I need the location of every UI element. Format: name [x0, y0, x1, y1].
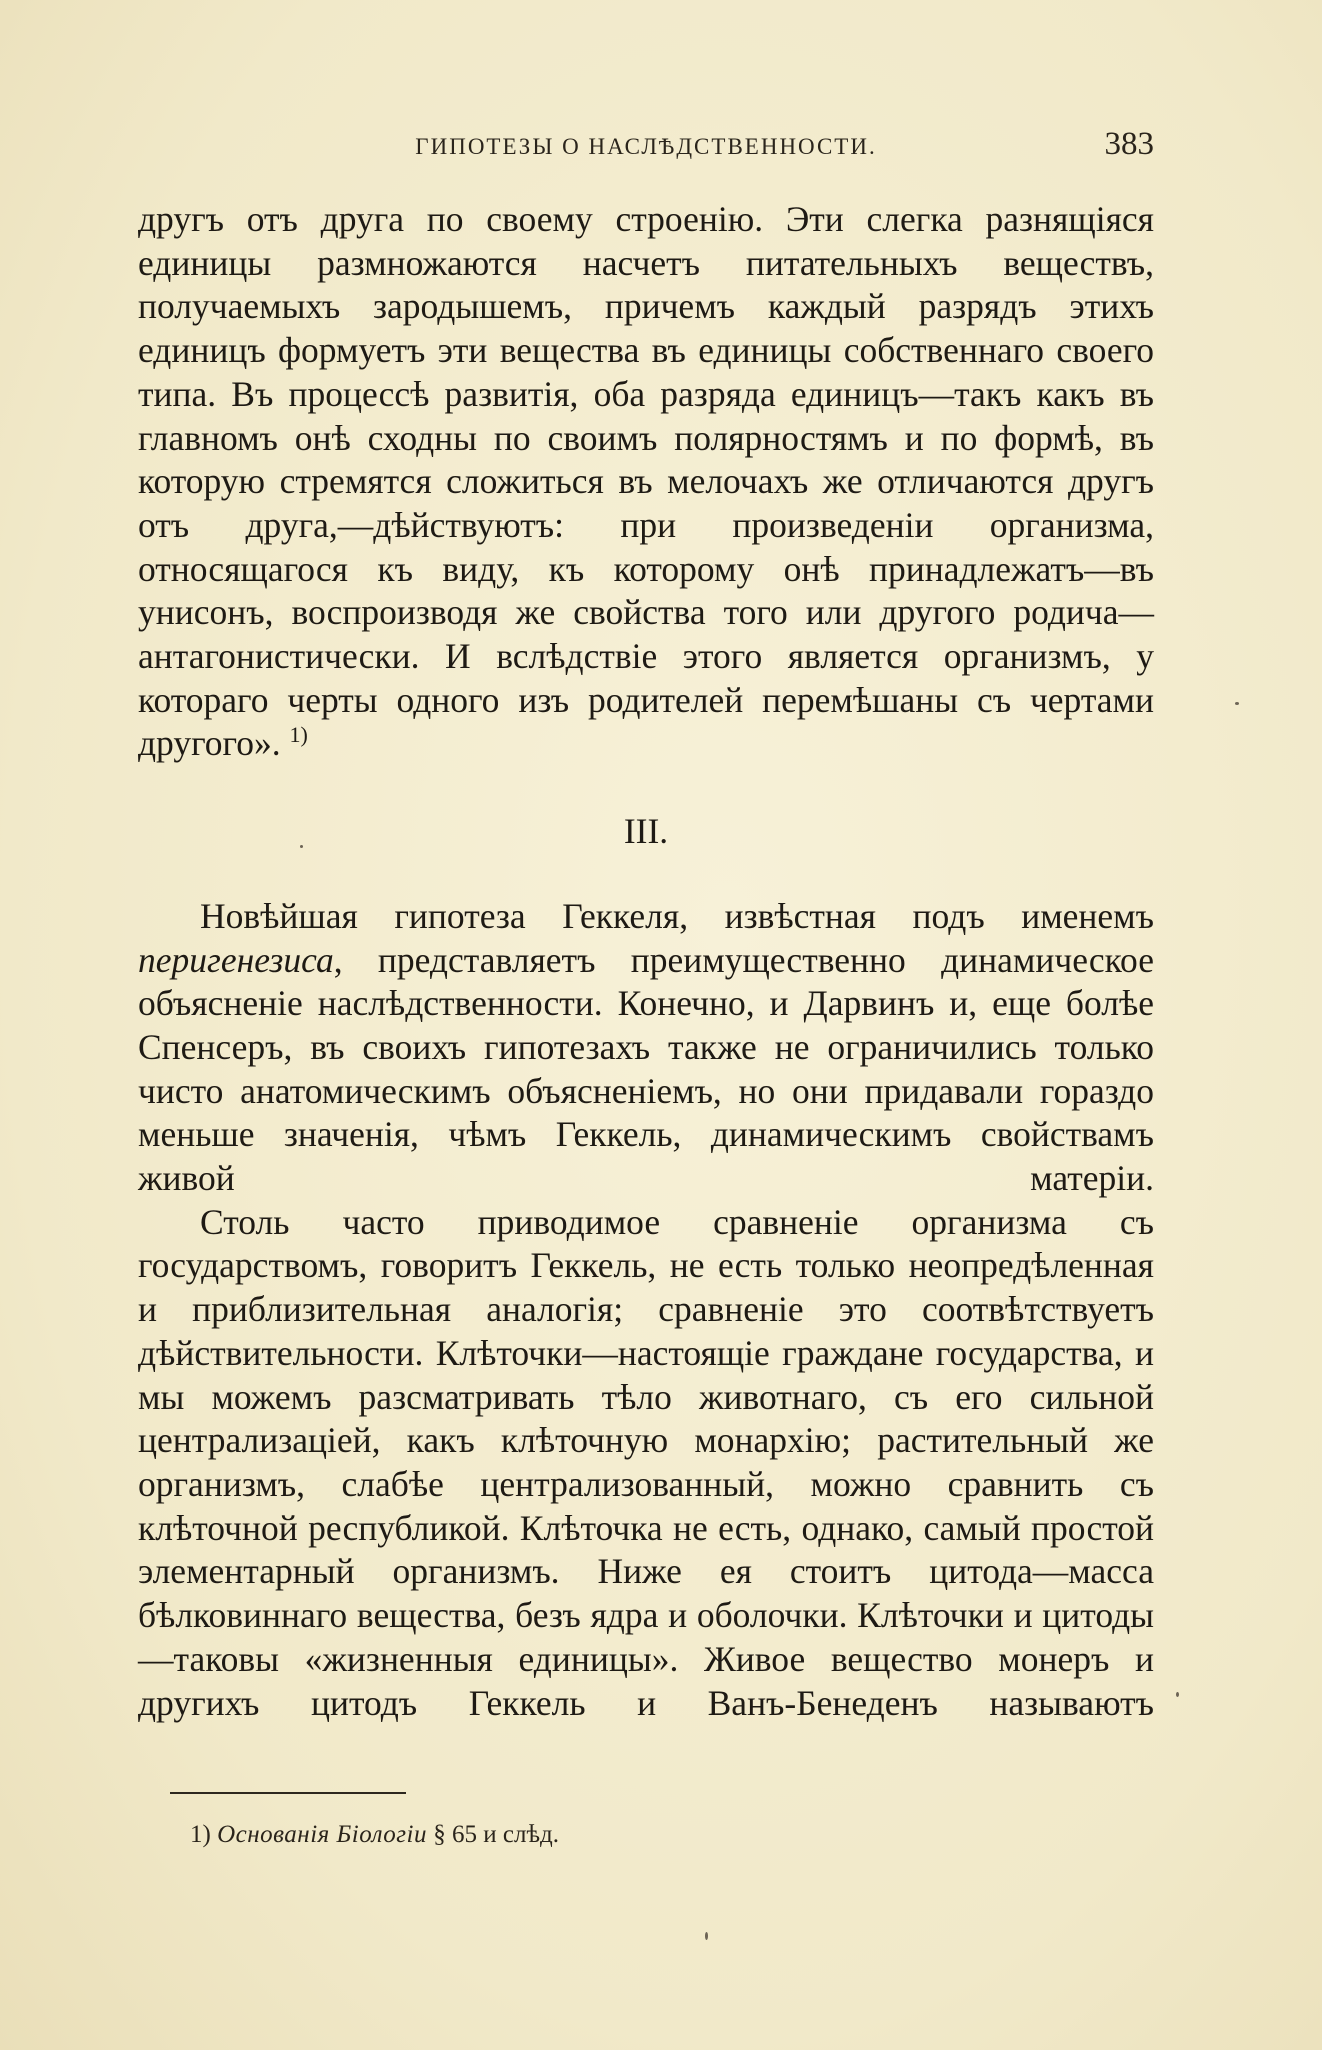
paper-speck: [1176, 1692, 1179, 1697]
paper-speck: [705, 1932, 708, 1940]
paper-speck: [300, 845, 303, 848]
footnote-source: Основанія Біологіи: [217, 1821, 428, 1848]
paragraph-continuation-text: другъ отъ друга по своему строенію. Эти слегка разнящіяся единицы размножаются насчетъ питательныхъ веществъ, получаемыхъ зародышемъ, причемъ каждый разрядъ этихъ единицъ формуетъ эти вещества въ единицы собственнаго своего типа. Въ процессѣ развитія, оба разряда единицъ—такъ какъ въ главномъ онѣ сходны по своимъ полярностямъ и по формѣ, въ которую стремятся сложиться въ мелочахъ же отличаются другъ отъ друга,—дѣйствуютъ: при произведеніи организма, относящагося къ виду, къ которому онѣ принадлежатъ—въ унисонъ, воспроизводя же свойства того или другого родича—антагонистически. И вслѣдствіе этого является организмъ, у котораго черты одного изъ родителей перемѣшаны съ чертами другого».: [138, 199, 1154, 764]
section-heading: III.: [623, 811, 669, 852]
footnote-reference: 1): [289, 722, 308, 748]
footnote: [190, 1818, 559, 1852]
footnote-divider: [170, 1792, 406, 1794]
paper-speck: [1235, 702, 1239, 705]
footnote-mark: 1): [190, 1821, 211, 1848]
footnote-reference-text: § 65 и слѣд.: [433, 1821, 560, 1848]
paragraph-lead: Новѣйшая гипотеза Геккеля, извѣстная подъ именемъ: [200, 895, 1154, 936]
paragraph-state-comparison: Столь часто приводимое сравненіе организма съ государствомъ, говоритъ Геккель, не есть только неопредѣленная и приблизительная аналогія; сравненіе это соотвѣтствуетъ дѣйствительности. Клѣточки—настоящіе граждане государства, и мы можемъ разсматривать тѣло животнаго, съ его сильной централизаціей, какъ клѣточную монархію; растительный же организмъ, слабѣе централизованный, можно сравнить съ клѣточной республикой. Клѣточка не есть, однако, самый простой элементарный организмъ. Ниже ея стоитъ цитода—масса бѣлковиннаго вещества, безъ ядра и оболочки. Клѣточки и цитоды—таковы «жизненныя единицы». Живое вещество монеръ и другихъ цитодъ Геккель и Ванъ-Бенеденъ называютъ: [138, 1201, 1154, 1723]
italic-term: перигенезиса: [138, 939, 334, 980]
running-title: ГИПОТЕЗЫ О НАСЛѢДСТВЕННОСТИ.: [415, 134, 877, 159]
paragraph-continuation: [138, 198, 1154, 766]
paragraph-rest: , представляетъ преимущественно динамическое объясненіе наслѣдственности. Конечно, и Дарвинъ и, еще болѣе Спенсеръ, въ своихъ гипотезахъ также не ограничились только чисто анатомическимъ объясненіемъ, но они придавали гораздо меньше значенія, чѣмъ Геккель, динамическимъ свойствамъ живой матеріи.: [138, 939, 1154, 1199]
page-number: 383: [1104, 126, 1154, 162]
body-text: [138, 198, 1154, 1725]
paragraph-haeckel-hypothesis: [138, 895, 1154, 1201]
page-header: [138, 126, 1154, 166]
